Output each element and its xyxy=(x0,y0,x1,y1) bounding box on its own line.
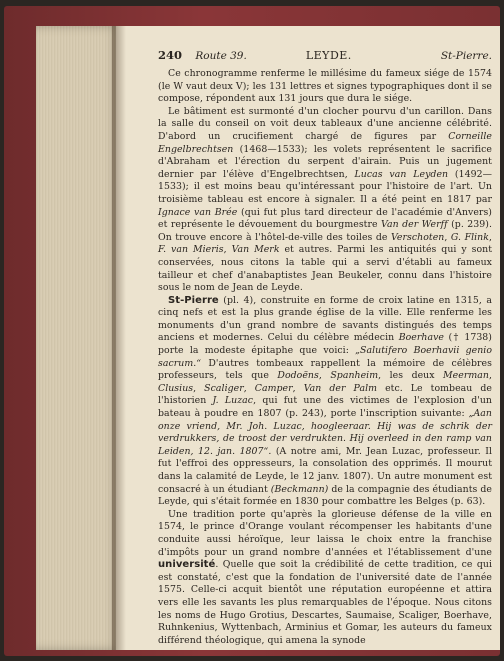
paragraph-hotel-de-ville: Le bâtiment est surmonté d'un clocher pourvu d'un carillon. Dans la salle du conseil on voit deux tableaux d'une ancienne célébrité. D'abord un crucifiement chargé de figures par Corneille Engelbrechtsen (1468—1533); les volets représentent le sacrifice d'Abraham et l'érection du serpent d'airain. Puis un jugement dernier par l'élève d'Engelbrechtsen, Lucas van Leyden (1492—1533); il est moins beau qu'intéressant pour l'histoire de l'art. Un troisième tableau est encore à signaler. Il a été peint en 1817 par Ignace van Brée (qui fut plus tard directeur de l'académie d'Anvers) et représente le dévouement du bourgmestre Van der Werff (p. 239). On trouve encore à l'hôtel-de-ville des toiles de Verschoten, G. Flink, F. van Mieris, Van Merk et autres. Parmi les antiquités qui y sont conservées, nous citons la table qui a servi d'établi au fameux tailleur et chef d'anabaptistes Jean Beukeler, connu dans l'histoire sous le nom de Jean de Leyde. xyxy=(158,105,492,294)
body-text xyxy=(158,68,492,647)
spine-shadow xyxy=(112,26,126,650)
route-label: Route 39. xyxy=(195,50,247,62)
section-label: St-Pierre. xyxy=(440,50,492,62)
page-edges xyxy=(36,26,120,650)
header-left xyxy=(158,48,247,62)
running-header xyxy=(158,48,492,66)
page-number: 240 xyxy=(158,48,183,62)
book-page xyxy=(116,26,500,650)
paragraph-universite: Une tradition porte qu'après la glorieuse défense de la ville en 1574, le prince d'Orange voulant récompenser les habitants d'une conduite aussi héroïque, leur laissa le choix entre la franchise d'impôts pour un grand nombre d'années et l'établissement d'une université. Quelle que soit la crédibilité de cette tradition, ce qui est constaté, c'est que la fondation de l'université date de l'année 1575. Celle-ci acquit bientôt une réputation européenne et attira vers elle les savants les plus remarquables de l'époque. Nous citons les noms de Hugo Grotius, Descartes, Saumaise, Scaliger, Boerhave, Ruhnkenius, Wyttenbach, Arminius et Gomar, les auteurs du fameux différend théologique, qui amena la synode xyxy=(158,508,492,646)
city-label: LEYDE. xyxy=(305,49,352,62)
paragraph-chronogramme: Ce chronogramme renferme le millésime du fameux siége de 1574 (le W vaut deux V); les 131 lettres et signes typographiques dont il se compose, répondent aux 131 jours que dura le siége. xyxy=(158,68,492,105)
paragraph-st-pierre: St-Pierre (pl. 4), construite en forme de croix latine en 1315, a cinq nefs et est la plus grande église de la ville. Elle renferme les monuments d'un grand nombre de savants distingués des temps anciens et modernes. Celui du célèbre médecin Boerhave († 1738) porte la modeste épitaphe que voici: „Salutifero Boerhavii genio sacrum.“ D'autres tombeaux rappellent la mémoire de célèbres professeurs, tels que Dodoëns, Spanheim, les deux Meerman, Clusius, Scaliger, Camper, Van der Palm etc. Le tombeau de l'historien J. Luzac, qui fut une des victimes de l'explosion d'un bateau à poudre en 1807 (p. 243), porte l'inscription suivante: „Aan onze vriend, Mr. Joh. Luzac, hoogleeraar. Hij was de schrik der verdrukkers, de troost der verdrukten. Hij overleed in den ramp van Leiden, 12. jan. 1807“. (A notre ami, Mr. Jean Luzac, professeur. Il fut l'effroi des oppresseurs, la consolation des opprimés. Il mourut dans la calamité de Leyde, le 12 janv. 1807). Un autre monument est consacré à un étudiant (Beckmann) de la compagnie des étudiants de Leyde, qui s'était formée en 1830 pour combattre les Belges (p. 63). xyxy=(158,294,493,508)
